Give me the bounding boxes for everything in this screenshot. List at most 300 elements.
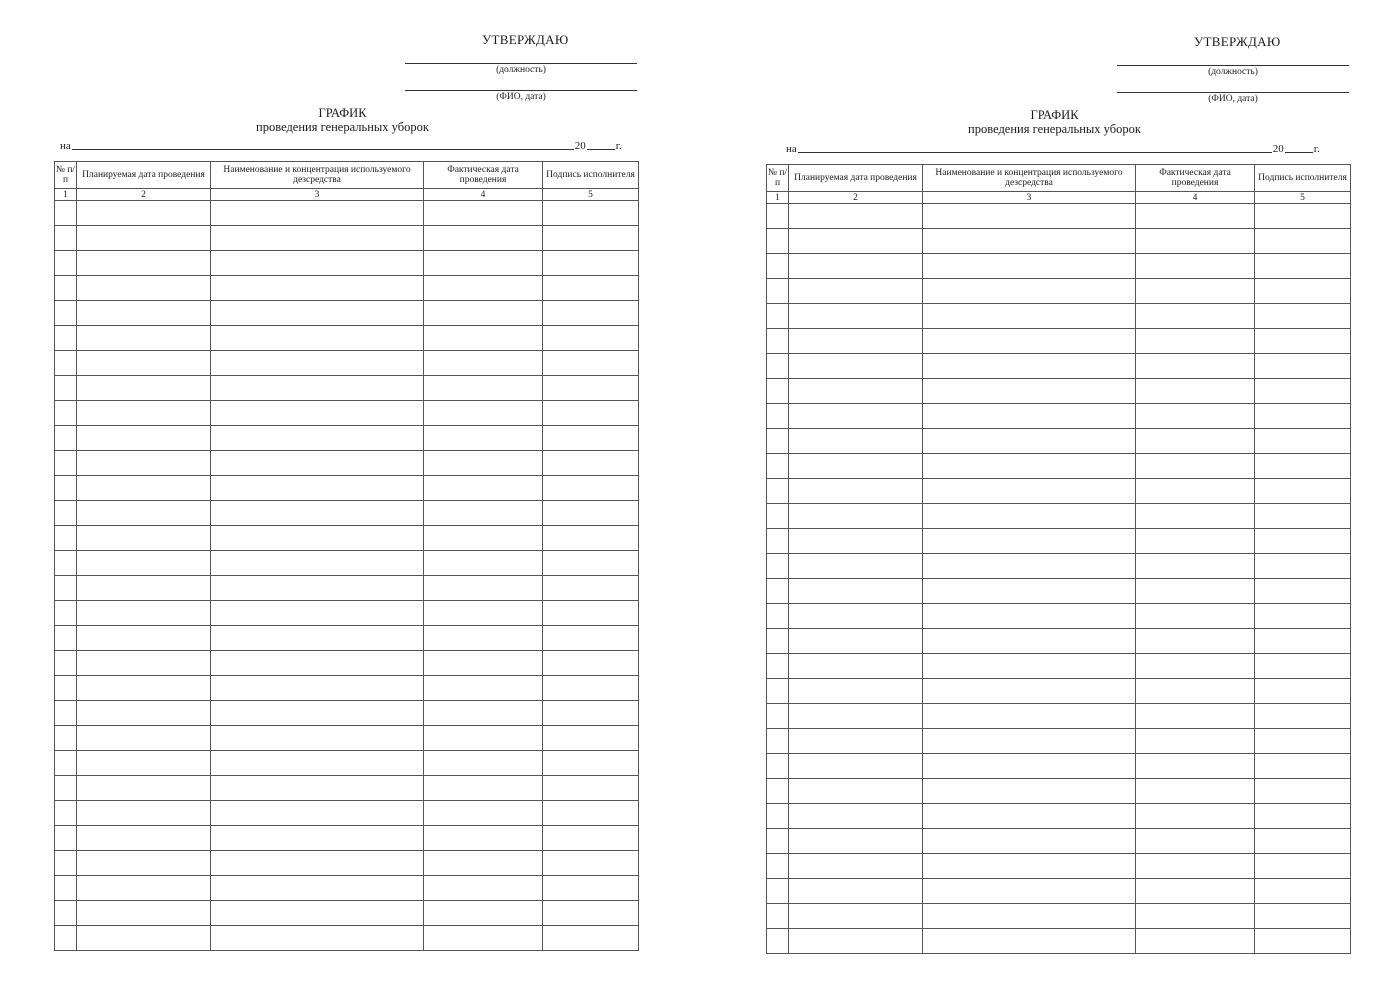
cell-planned-date[interactable] [77,376,211,401]
cell-signature[interactable] [1255,429,1351,454]
cell-actual-date[interactable] [424,276,543,301]
cell-actual-date[interactable] [1136,729,1255,754]
cell-actual-date[interactable] [1136,379,1255,404]
cell-disinfectant[interactable] [211,201,424,226]
cell-signature[interactable] [543,451,639,476]
cell-actual-date[interactable] [424,676,543,701]
cell-actual-date[interactable] [1136,254,1255,279]
cell-planned-date[interactable] [789,804,923,829]
cell-actual-date[interactable] [1136,479,1255,504]
cell-signature[interactable] [543,826,639,851]
cell-actual-date[interactable] [424,351,543,376]
cell-disinfectant[interactable] [211,751,424,776]
cell-signature[interactable] [1255,554,1351,579]
cell-signature[interactable] [543,526,639,551]
cell-number[interactable] [767,704,789,729]
cell-disinfectant[interactable] [923,654,1136,679]
cell-planned-date[interactable] [789,779,923,804]
cell-number[interactable] [767,854,789,879]
cell-planned-date[interactable] [77,726,211,751]
cell-disinfectant[interactable] [211,501,424,526]
cell-actual-date[interactable] [424,301,543,326]
cell-planned-date[interactable] [789,279,923,304]
cell-signature[interactable] [1255,479,1351,504]
cell-planned-date[interactable] [789,754,923,779]
cell-signature[interactable] [1255,229,1351,254]
cell-signature[interactable] [543,226,639,251]
cell-signature[interactable] [543,651,639,676]
cell-disinfectant[interactable] [211,926,424,951]
cell-actual-date[interactable] [424,251,543,276]
cell-number[interactable] [767,479,789,504]
cell-signature[interactable] [543,701,639,726]
cell-signature[interactable] [1255,854,1351,879]
cell-actual-date[interactable] [424,201,543,226]
cell-planned-date[interactable] [789,629,923,654]
cell-planned-date[interactable] [77,926,211,951]
cell-number[interactable] [55,626,77,651]
cell-disinfectant[interactable] [923,304,1136,329]
cell-number[interactable] [767,754,789,779]
cell-number[interactable] [767,679,789,704]
cell-signature[interactable] [543,576,639,601]
cell-signature[interactable] [1255,629,1351,654]
cell-disinfectant[interactable] [211,601,424,626]
cell-number[interactable] [55,551,77,576]
cell-actual-date[interactable] [424,451,543,476]
cell-disinfectant[interactable] [211,301,424,326]
cell-planned-date[interactable] [789,304,923,329]
cell-actual-date[interactable] [424,901,543,926]
cell-disinfectant[interactable] [923,829,1136,854]
cell-actual-date[interactable] [1136,779,1255,804]
cell-disinfectant[interactable] [211,376,424,401]
cell-planned-date[interactable] [77,426,211,451]
cell-disinfectant[interactable] [211,801,424,826]
cell-number[interactable] [767,329,789,354]
cell-disinfectant[interactable] [923,379,1136,404]
cell-planned-date[interactable] [77,276,211,301]
cell-number[interactable] [55,351,77,376]
cell-number[interactable] [55,876,77,901]
cell-planned-date[interactable] [77,676,211,701]
cell-signature[interactable] [543,326,639,351]
cell-signature[interactable] [543,476,639,501]
cell-disinfectant[interactable] [211,451,424,476]
cell-actual-date[interactable] [424,476,543,501]
cell-disinfectant[interactable] [211,726,424,751]
cell-disinfectant[interactable] [923,429,1136,454]
cell-planned-date[interactable] [77,701,211,726]
cell-actual-date[interactable] [424,526,543,551]
cell-number[interactable] [55,851,77,876]
cell-signature[interactable] [543,751,639,776]
cell-disinfectant[interactable] [923,704,1136,729]
cell-disinfectant[interactable] [923,929,1136,954]
cell-planned-date[interactable] [77,626,211,651]
cell-actual-date[interactable] [1136,829,1255,854]
cell-actual-date[interactable] [424,426,543,451]
cell-actual-date[interactable] [1136,879,1255,904]
cell-planned-date[interactable] [789,204,923,229]
cell-number[interactable] [55,301,77,326]
cell-actual-date[interactable] [424,701,543,726]
cell-signature[interactable] [1255,254,1351,279]
cell-planned-date[interactable] [77,201,211,226]
cell-number[interactable] [55,601,77,626]
cell-number[interactable] [55,201,77,226]
cell-actual-date[interactable] [1136,629,1255,654]
cell-number[interactable] [767,629,789,654]
cell-disinfectant[interactable] [923,254,1136,279]
cell-disinfectant[interactable] [923,679,1136,704]
cell-actual-date[interactable] [424,401,543,426]
cell-disinfectant[interactable] [923,404,1136,429]
cell-number[interactable] [767,804,789,829]
cell-signature[interactable] [543,426,639,451]
cell-planned-date[interactable] [789,479,923,504]
cell-planned-date[interactable] [77,251,211,276]
cell-number[interactable] [767,554,789,579]
cell-actual-date[interactable] [424,801,543,826]
cell-actual-date[interactable] [1136,204,1255,229]
cell-actual-date[interactable] [424,651,543,676]
cell-planned-date[interactable] [789,429,923,454]
cell-planned-date[interactable] [77,576,211,601]
cell-disinfectant[interactable] [211,551,424,576]
cell-planned-date[interactable] [789,454,923,479]
cell-signature[interactable] [1255,204,1351,229]
cell-signature[interactable] [543,926,639,951]
cell-disinfectant[interactable] [211,576,424,601]
cell-actual-date[interactable] [1136,329,1255,354]
cell-disinfectant[interactable] [211,401,424,426]
cell-disinfectant[interactable] [211,626,424,651]
cell-number[interactable] [767,204,789,229]
cell-disinfectant[interactable] [923,604,1136,629]
cell-signature[interactable] [1255,354,1351,379]
cell-disinfectant[interactable] [923,329,1136,354]
cell-disinfectant[interactable] [923,579,1136,604]
cell-disinfectant[interactable] [211,851,424,876]
cell-signature[interactable] [543,876,639,901]
cell-signature[interactable] [543,801,639,826]
cell-number[interactable] [55,826,77,851]
cell-number[interactable] [55,751,77,776]
cell-signature[interactable] [1255,604,1351,629]
cell-actual-date[interactable] [1136,654,1255,679]
cell-number[interactable] [55,651,77,676]
cell-planned-date[interactable] [789,704,923,729]
cell-planned-date[interactable] [77,876,211,901]
cell-number[interactable] [767,829,789,854]
cell-disinfectant[interactable] [923,504,1136,529]
cell-disinfectant[interactable] [211,426,424,451]
cell-planned-date[interactable] [789,879,923,904]
cell-actual-date[interactable] [1136,429,1255,454]
cell-actual-date[interactable] [1136,754,1255,779]
cell-signature[interactable] [1255,404,1351,429]
cell-disinfectant[interactable] [211,676,424,701]
cell-number[interactable] [55,526,77,551]
cell-disinfectant[interactable] [211,876,424,901]
cell-planned-date[interactable] [77,651,211,676]
cell-signature[interactable] [1255,679,1351,704]
cell-number[interactable] [55,401,77,426]
cell-planned-date[interactable] [789,554,923,579]
cell-signature[interactable] [543,776,639,801]
cell-signature[interactable] [543,276,639,301]
cell-number[interactable] [767,729,789,754]
cell-planned-date[interactable] [77,301,211,326]
cell-actual-date[interactable] [424,551,543,576]
cell-signature[interactable] [1255,579,1351,604]
cell-number[interactable] [767,229,789,254]
cell-disinfectant[interactable] [923,629,1136,654]
cell-number[interactable] [767,504,789,529]
cell-planned-date[interactable] [789,854,923,879]
cell-disinfectant[interactable] [923,479,1136,504]
cell-planned-date[interactable] [77,601,211,626]
cell-actual-date[interactable] [424,926,543,951]
cell-signature[interactable] [1255,779,1351,804]
cell-signature[interactable] [543,601,639,626]
cell-signature[interactable] [543,351,639,376]
cell-actual-date[interactable] [1136,904,1255,929]
cell-disinfectant[interactable] [211,476,424,501]
cell-disinfectant[interactable] [211,226,424,251]
cell-signature[interactable] [1255,654,1351,679]
cell-actual-date[interactable] [1136,529,1255,554]
cell-planned-date[interactable] [789,929,923,954]
cell-signature[interactable] [543,851,639,876]
cell-actual-date[interactable] [424,826,543,851]
cell-number[interactable] [767,929,789,954]
cell-planned-date[interactable] [789,654,923,679]
cell-actual-date[interactable] [1136,679,1255,704]
cell-actual-date[interactable] [1136,504,1255,529]
cell-actual-date[interactable] [424,501,543,526]
cell-signature[interactable] [543,626,639,651]
cell-planned-date[interactable] [77,526,211,551]
cell-number[interactable] [55,701,77,726]
cell-signature[interactable] [543,676,639,701]
cell-planned-date[interactable] [77,551,211,576]
cell-number[interactable] [55,926,77,951]
cell-planned-date[interactable] [77,851,211,876]
cell-planned-date[interactable] [77,776,211,801]
cell-signature[interactable] [1255,729,1351,754]
cell-signature[interactable] [543,201,639,226]
cell-planned-date[interactable] [77,501,211,526]
cell-signature[interactable] [1255,929,1351,954]
cell-number[interactable] [767,454,789,479]
cell-disinfectant[interactable] [923,554,1136,579]
cell-planned-date[interactable] [77,351,211,376]
cell-actual-date[interactable] [1136,554,1255,579]
cell-signature[interactable] [1255,879,1351,904]
cell-disinfectant[interactable] [923,754,1136,779]
cell-actual-date[interactable] [1136,604,1255,629]
cell-signature[interactable] [543,551,639,576]
cell-signature[interactable] [543,301,639,326]
cell-disinfectant[interactable] [923,729,1136,754]
cell-signature[interactable] [1255,704,1351,729]
cell-number[interactable] [55,676,77,701]
cell-planned-date[interactable] [789,379,923,404]
cell-disinfectant[interactable] [923,229,1136,254]
cell-actual-date[interactable] [424,226,543,251]
cell-actual-date[interactable] [424,876,543,901]
cell-planned-date[interactable] [789,579,923,604]
cell-signature[interactable] [543,901,639,926]
cell-planned-date[interactable] [789,604,923,629]
cell-number[interactable] [55,776,77,801]
cell-actual-date[interactable] [1136,929,1255,954]
cell-number[interactable] [767,529,789,554]
cell-signature[interactable] [1255,329,1351,354]
cell-number[interactable] [55,376,77,401]
cell-number[interactable] [55,576,77,601]
cell-planned-date[interactable] [789,904,923,929]
cell-number[interactable] [55,901,77,926]
cell-number[interactable] [55,426,77,451]
cell-number[interactable] [767,404,789,429]
cell-planned-date[interactable] [77,226,211,251]
cell-planned-date[interactable] [789,729,923,754]
cell-actual-date[interactable] [424,601,543,626]
cell-planned-date[interactable] [789,679,923,704]
cell-actual-date[interactable] [1136,354,1255,379]
cell-disinfectant[interactable] [211,901,424,926]
cell-actual-date[interactable] [424,326,543,351]
cell-number[interactable] [55,801,77,826]
cell-number[interactable] [767,429,789,454]
cell-disinfectant[interactable] [923,904,1136,929]
cell-disinfectant[interactable] [923,354,1136,379]
cell-disinfectant[interactable] [211,651,424,676]
cell-disinfectant[interactable] [923,779,1136,804]
cell-disinfectant[interactable] [923,879,1136,904]
cell-number[interactable] [767,354,789,379]
cell-actual-date[interactable] [424,726,543,751]
cell-actual-date[interactable] [1136,804,1255,829]
cell-signature[interactable] [543,401,639,426]
cell-planned-date[interactable] [789,529,923,554]
cell-planned-date[interactable] [789,829,923,854]
cell-planned-date[interactable] [77,326,211,351]
cell-disinfectant[interactable] [923,854,1136,879]
cell-planned-date[interactable] [789,404,923,429]
cell-actual-date[interactable] [424,376,543,401]
cell-signature[interactable] [543,501,639,526]
cell-actual-date[interactable] [424,751,543,776]
cell-disinfectant[interactable] [923,804,1136,829]
cell-actual-date[interactable] [424,576,543,601]
cell-disinfectant[interactable] [211,701,424,726]
cell-disinfectant[interactable] [211,351,424,376]
cell-actual-date[interactable] [1136,854,1255,879]
cell-actual-date[interactable] [1136,304,1255,329]
cell-planned-date[interactable] [77,826,211,851]
cell-planned-date[interactable] [77,451,211,476]
cell-number[interactable] [767,779,789,804]
cell-number[interactable] [767,579,789,604]
cell-signature[interactable] [1255,529,1351,554]
cell-number[interactable] [767,904,789,929]
cell-signature[interactable] [1255,754,1351,779]
cell-planned-date[interactable] [77,901,211,926]
cell-disinfectant[interactable] [211,526,424,551]
cell-number[interactable] [767,279,789,304]
cell-disinfectant[interactable] [211,826,424,851]
cell-signature[interactable] [1255,804,1351,829]
cell-number[interactable] [55,476,77,501]
cell-number[interactable] [767,379,789,404]
cell-number[interactable] [767,604,789,629]
cell-disinfectant[interactable] [211,776,424,801]
cell-number[interactable] [55,276,77,301]
cell-signature[interactable] [1255,304,1351,329]
cell-planned-date[interactable] [77,801,211,826]
cell-signature[interactable] [543,251,639,276]
cell-planned-date[interactable] [77,751,211,776]
cell-planned-date[interactable] [77,476,211,501]
cell-disinfectant[interactable] [923,454,1136,479]
cell-actual-date[interactable] [1136,454,1255,479]
cell-signature[interactable] [1255,904,1351,929]
cell-actual-date[interactable] [1136,404,1255,429]
cell-planned-date[interactable] [77,401,211,426]
cell-number[interactable] [55,226,77,251]
cell-signature[interactable] [543,376,639,401]
cell-disinfectant[interactable] [923,529,1136,554]
cell-disinfectant[interactable] [923,204,1136,229]
cell-signature[interactable] [1255,454,1351,479]
cell-number[interactable] [767,304,789,329]
cell-actual-date[interactable] [1136,579,1255,604]
cell-disinfectant[interactable] [211,251,424,276]
cell-actual-date[interactable] [424,776,543,801]
cell-actual-date[interactable] [424,851,543,876]
cell-planned-date[interactable] [789,229,923,254]
cell-signature[interactable] [543,726,639,751]
cell-planned-date[interactable] [789,329,923,354]
cell-actual-date[interactable] [1136,229,1255,254]
cell-number[interactable] [55,251,77,276]
cell-number[interactable] [55,726,77,751]
cell-actual-date[interactable] [1136,279,1255,304]
cell-signature[interactable] [1255,379,1351,404]
cell-signature[interactable] [1255,829,1351,854]
cell-planned-date[interactable] [789,354,923,379]
cell-disinfectant[interactable] [211,276,424,301]
cell-planned-date[interactable] [789,504,923,529]
cell-signature[interactable] [1255,504,1351,529]
cell-number[interactable] [767,254,789,279]
cell-planned-date[interactable] [789,254,923,279]
cell-number[interactable] [767,654,789,679]
cell-actual-date[interactable] [1136,704,1255,729]
cell-disinfectant[interactable] [923,279,1136,304]
cell-number[interactable] [55,501,77,526]
cell-number[interactable] [55,326,77,351]
cell-signature[interactable] [1255,279,1351,304]
cell-number[interactable] [55,451,77,476]
cell-actual-date[interactable] [424,626,543,651]
cell-number[interactable] [767,879,789,904]
cell-disinfectant[interactable] [211,326,424,351]
